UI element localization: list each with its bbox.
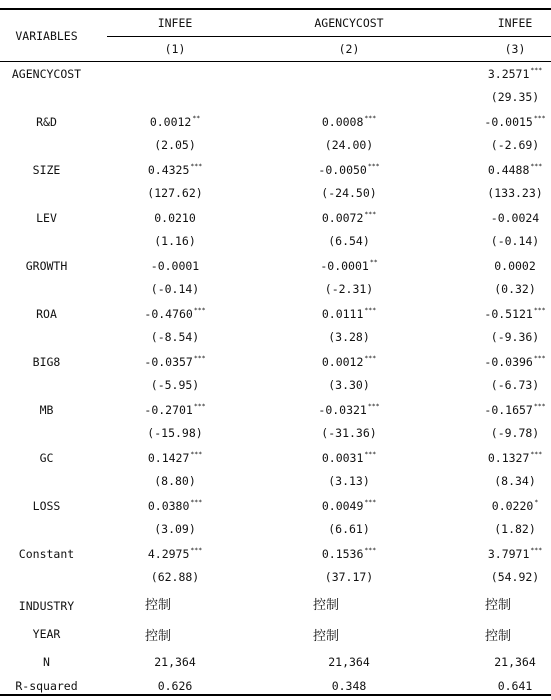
statistic-label: R-squared — [15, 679, 78, 693]
coefficient-value: 0.0072 — [321, 211, 364, 225]
t-statistic: (6.54) — [328, 234, 370, 248]
t-statistic: (62.88) — [150, 570, 200, 584]
t-statistic: (24.00) — [324, 138, 374, 152]
significance-stars: ** — [369, 258, 378, 266]
fixed-effect-value: 控制 — [313, 629, 340, 644]
significance-stars: *** — [530, 162, 543, 170]
coefficient — [455, 162, 551, 178]
fixed-effect-value: 控制 — [485, 598, 512, 613]
coefficient-value: 3.2571 — [487, 67, 530, 81]
statistic-value: 21,364 — [328, 655, 370, 669]
coefficient — [455, 450, 551, 466]
significance-stars: *** — [364, 354, 377, 362]
significance-stars: ** — [192, 114, 201, 122]
coefficient-value: 0.0210 — [154, 211, 196, 225]
coefficient — [100, 354, 250, 370]
t-statistic: (8.80) — [154, 474, 196, 488]
t-statistic: (3.28) — [328, 330, 370, 344]
significance-stars: *** — [533, 114, 546, 122]
significance-stars: *** — [193, 354, 206, 362]
coefficient — [455, 498, 551, 514]
t-statistic: (127.62) — [147, 186, 203, 200]
header-bottom-rule — [0, 61, 551, 62]
coefficient — [100, 258, 250, 274]
coefficient — [455, 210, 551, 226]
significance-stars: *** — [193, 402, 206, 410]
coefficient — [100, 210, 250, 226]
model-number-3: (3) — [504, 42, 526, 56]
significance-stars: *** — [364, 306, 377, 314]
top-rule — [0, 8, 551, 10]
variable-label: AGENCYCOST — [11, 67, 82, 81]
t-statistic: (3.13) — [328, 474, 370, 488]
t-statistic: (-9.36) — [490, 330, 540, 344]
t-statistic: (1.82) — [494, 522, 536, 536]
coefficient — [264, 114, 434, 130]
coefficient — [264, 498, 434, 514]
coefficient-value: 0.4325 — [147, 163, 190, 177]
coefficient-value: -0.0396 — [484, 355, 533, 369]
coefficient-value: -0.0015 — [484, 115, 533, 129]
significance-stars: *** — [190, 450, 203, 458]
coefficient-value: 0.0031 — [321, 451, 364, 465]
coefficient-value: 0.1536 — [321, 547, 364, 561]
variable-label: MB — [39, 403, 54, 417]
statistic-value: 21,364 — [154, 655, 196, 669]
model-number-2: (2) — [338, 42, 360, 56]
coefficient-value: -0.2701 — [144, 403, 193, 417]
significance-stars: *** — [364, 498, 377, 506]
t-statistic: (29.35) — [490, 90, 540, 104]
coefficient-value: 0.0008 — [321, 115, 364, 129]
coefficient — [100, 162, 250, 178]
fixed-effect-value: 控制 — [145, 598, 172, 613]
variable-label: ROA — [36, 307, 57, 321]
coefficient — [455, 354, 551, 370]
significance-stars: *** — [530, 66, 543, 74]
coefficient-value: -0.0321 — [318, 403, 367, 417]
significance-stars: *** — [533, 402, 546, 410]
statistic-value: 0.641 — [497, 679, 533, 693]
coefficient — [100, 306, 250, 322]
statistic-value: 0.348 — [331, 679, 367, 693]
t-statistic: (8.34) — [494, 474, 536, 488]
variable-label: BIG8 — [32, 355, 61, 369]
coefficient — [100, 402, 250, 418]
coefficient — [264, 402, 434, 418]
coefficient — [264, 306, 434, 322]
coefficient-value: -0.0001 — [320, 259, 369, 273]
fixed-effect-value: 控制 — [313, 598, 340, 613]
t-statistic: (-31.36) — [321, 426, 377, 440]
t-statistic: (54.92) — [490, 570, 540, 584]
significance-stars: *** — [533, 306, 546, 314]
dep-var-header-1: INFEE — [157, 16, 193, 30]
significance-stars: *** — [530, 546, 543, 554]
t-statistic: (-0.14) — [490, 234, 540, 248]
significance-stars: *** — [367, 162, 380, 170]
coefficient-value: -0.0050 — [318, 163, 367, 177]
coefficient — [264, 450, 434, 466]
fixed-effect-label: INDUSTRY — [18, 599, 75, 613]
variable-label: SIZE — [32, 163, 61, 177]
t-statistic: (2.05) — [154, 138, 196, 152]
t-statistic: (0.32) — [494, 282, 536, 296]
coefficient-value: 0.1427 — [147, 451, 190, 465]
t-statistic: (-9.78) — [490, 426, 540, 440]
fixed-effect-value: 控制 — [485, 629, 512, 644]
coefficient-value: 0.1327 — [487, 451, 530, 465]
bottom-rule — [0, 694, 551, 696]
coefficient-value: -0.5121 — [484, 307, 533, 321]
statistic-value: 0.626 — [157, 679, 193, 693]
significance-stars: *** — [364, 450, 377, 458]
t-statistic: (-5.95) — [150, 378, 200, 392]
significance-stars: *** — [364, 114, 377, 122]
t-statistic: (-2.31) — [324, 282, 374, 296]
fixed-effect-label: YEAR — [32, 627, 61, 641]
coefficient-value: 0.0012 — [321, 355, 364, 369]
fixed-effect-value: 控制 — [145, 629, 172, 644]
coefficient-value: -0.0024 — [490, 211, 540, 225]
coefficient — [455, 402, 551, 418]
coefficient-value: -0.1657 — [484, 403, 533, 417]
significance-stars: *** — [190, 498, 203, 506]
coefficient — [264, 258, 434, 274]
coefficient — [455, 66, 551, 82]
coefficient-value: -0.0357 — [144, 355, 193, 369]
variable-label: R&D — [36, 115, 57, 129]
t-statistic: (-6.73) — [490, 378, 540, 392]
coefficient — [100, 498, 250, 514]
variables-header: VARIABLES — [15, 29, 78, 43]
coefficient-value: 0.0002 — [494, 259, 536, 273]
t-statistic: (3.09) — [154, 522, 196, 536]
variable-label: GROWTH — [25, 259, 68, 273]
coefficient — [100, 546, 250, 562]
t-statistic: (6.61) — [328, 522, 370, 536]
significance-stars: * — [534, 498, 539, 506]
coefficient — [455, 114, 551, 130]
coefficient — [455, 546, 551, 562]
coefficient-value: 3.7971 — [487, 547, 530, 561]
coefficient-value: 0.0049 — [321, 499, 364, 513]
coefficient-value: 0.0111 — [321, 307, 364, 321]
coefficient — [264, 546, 434, 562]
coefficient-value: 0.0380 — [147, 499, 190, 513]
coefficient-value: 0.0220 — [491, 499, 534, 513]
t-statistic: (-15.98) — [147, 426, 203, 440]
dep-var-header-2: AGENCYCOST — [314, 16, 384, 30]
coefficient — [100, 450, 250, 466]
coefficient — [264, 210, 434, 226]
significance-stars: *** — [367, 402, 380, 410]
significance-stars: *** — [190, 546, 203, 554]
statistic-label: N — [43, 655, 50, 669]
variable-label: LEV — [36, 211, 57, 225]
t-statistic: (3.30) — [328, 378, 370, 392]
coefficient-value: 0.4488 — [487, 163, 530, 177]
t-statistic: (37.17) — [324, 570, 374, 584]
t-statistic: (133.23) — [487, 186, 543, 200]
coefficient — [455, 306, 551, 322]
t-statistic: (-2.69) — [490, 138, 540, 152]
coefficient — [264, 354, 434, 370]
coefficient — [100, 114, 250, 130]
coefficient — [264, 162, 434, 178]
significance-stars: *** — [364, 546, 377, 554]
statistic-value: 21,364 — [494, 655, 536, 669]
variable-label: LOSS — [32, 499, 61, 513]
significance-stars: *** — [530, 450, 543, 458]
t-statistic: (-24.50) — [321, 186, 377, 200]
t-statistic: (-8.54) — [150, 330, 200, 344]
dep-var-header-3: INFEE — [497, 16, 533, 30]
significance-stars: *** — [533, 354, 546, 362]
significance-stars: *** — [190, 162, 203, 170]
model-number-1: (1) — [164, 42, 186, 56]
significance-stars: *** — [364, 210, 377, 218]
coefficient-value: -0.0001 — [150, 259, 200, 273]
variable-label: Constant — [18, 547, 75, 561]
coefficient-value: 0.0012 — [149, 115, 192, 129]
t-statistic: (-0.14) — [150, 282, 200, 296]
variable-label: GC — [39, 451, 54, 465]
significance-stars: *** — [193, 306, 206, 314]
header-subrule — [107, 36, 551, 37]
t-statistic: (1.16) — [154, 234, 196, 248]
coefficient-value: -0.4760 — [144, 307, 193, 321]
coefficient-value: 4.2975 — [147, 547, 190, 561]
coefficient — [455, 258, 551, 274]
